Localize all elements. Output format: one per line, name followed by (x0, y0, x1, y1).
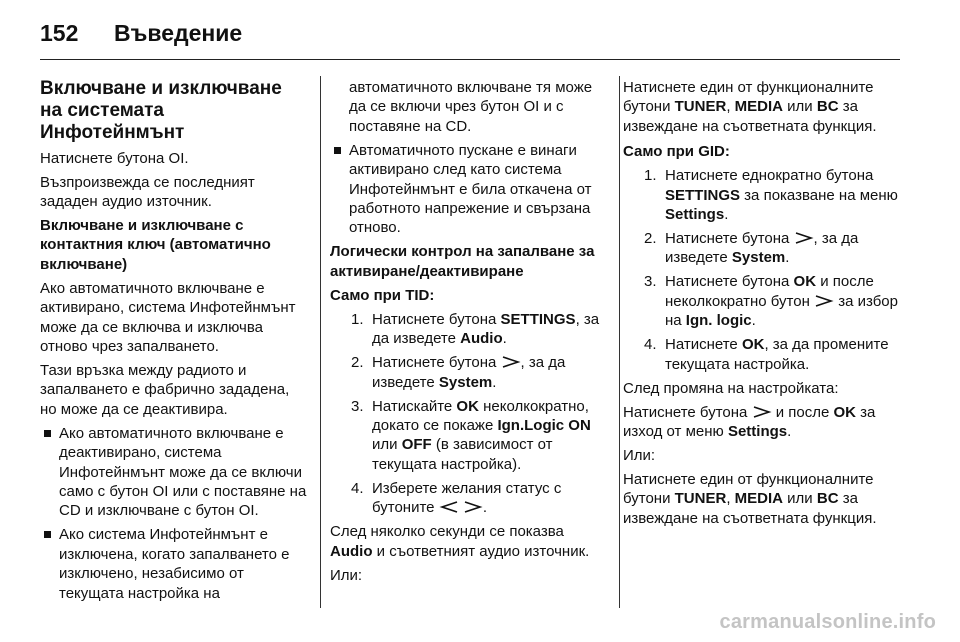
subsection-title: Логически контрол на запалване за активиране/деактивиране (330, 243, 595, 280)
step-item: 3. Натиснете бутона OK и после неколкократно бутон за избор на Ign. logic. (644, 273, 898, 330)
bullet-marker (334, 147, 341, 154)
step-item: 1. Натиснете еднократно бутона SETTINGS за показване на меню Settings. (644, 167, 898, 224)
paragraph: Тази връзка между радиото и запалването е фабрично зададена, но може да се деактивира. (40, 362, 290, 418)
paragraph: Или: (330, 566, 363, 584)
paragraph: Натиснете бутона OI. (40, 149, 189, 167)
paragraph: Възпроизвежда се последният зададен аудио източник. (40, 173, 255, 210)
column-1 (40, 78, 308, 608)
column-3 (623, 78, 905, 533)
bullet-item: Ако автоматичното включване е деактивирано, система Инфотейнмънт може да се включи само с бутон OI или с поставяне на CD и изключване с бутон OI. (40, 424, 308, 521)
chapter-title: Въведение (114, 20, 243, 46)
bullet-item: Автоматичното пускане е винаги активирано след като система Инфотейнмънт е била откачена от работното напрежение и свързана отново. (330, 141, 606, 238)
paragraph: автоматичното включване тя може да се включи чрез бутон OI и с поставяне на CD. (349, 79, 593, 135)
arrow-right-icon (463, 500, 483, 514)
arrow-left-icon (439, 500, 459, 514)
paragraph: След промяна на настройката: (623, 379, 839, 397)
watermark: carmanualsonline.info (719, 611, 936, 633)
subsection-title: Само при TID: (330, 286, 435, 304)
step-item: 4. Изберете желания статус с бутоните . (351, 479, 562, 517)
step-item: 1. Натиснете бутона SETTINGS, за да изведете Audio. (351, 310, 600, 348)
page-header (40, 20, 920, 60)
paragraph: След няколко секунди се показва Audio и съответният аудио източник. (330, 523, 590, 560)
paragraph: Натиснете бутона и после OK за изход от меню Settings. (623, 403, 876, 441)
header-rule (40, 59, 900, 60)
bullet-marker (44, 531, 51, 538)
subsection-title: Само при GID: (623, 143, 730, 161)
arrow-right-icon (814, 294, 834, 308)
page-number: 152 (40, 20, 79, 46)
step-item: 3. Натискайте OK неколкократно, докато се покаже Ign.Logic ON или OFF (в зависимост от текущата настройка). (351, 397, 591, 473)
step-item: 2. Натиснете бутона , за да изведете System. (351, 354, 566, 391)
bullet-marker (44, 430, 51, 437)
column-divider (320, 76, 321, 608)
arrow-right-icon (794, 231, 814, 245)
bullet-item: Ако система Инфотейнмънт е изключена, когато запалването е изключено, незабисимо от текущата настройка на (40, 525, 308, 603)
arrow-right-icon (752, 405, 772, 419)
arrow-right-icon (501, 355, 521, 369)
section-title: Включване и изключване на системата Инфотейнмънт (40, 78, 282, 143)
step-item: 4. Натиснете OK, за да промените текущата настройка. (644, 336, 889, 373)
paragraph: Натиснете един от функционалните бутони TUNER, MEDIA или BC за извеждане на съответната функция. (623, 79, 877, 135)
paragraph: Или: (623, 447, 656, 465)
column-2 (330, 78, 606, 590)
step-item: 2. Натиснете бутона , за да изведете System. (644, 230, 859, 267)
paragraph: Натиснете един от функционалните бутони TUNER, MEDIA или BC за извеждане на съответната функция. (623, 471, 877, 527)
subsection-title: Включване и изключване с контактния ключ (автоматично включване) (40, 217, 271, 273)
column-divider (619, 76, 620, 608)
paragraph: Ако автоматичното включване е активирано, система Инфотейнмънт може да се включва и изключва отново чрез запалването. (40, 279, 296, 356)
